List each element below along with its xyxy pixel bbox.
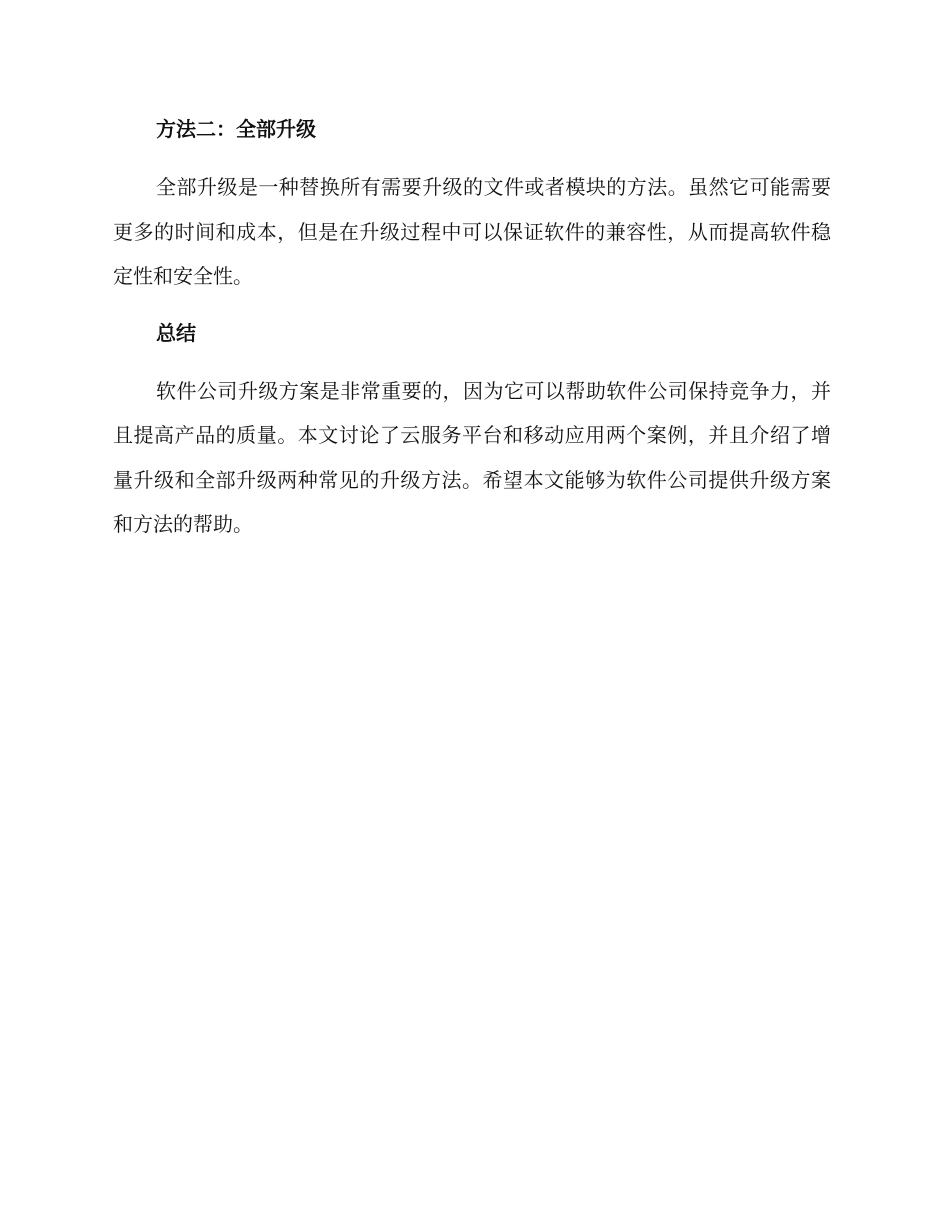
section-paragraph-method-two: 全部升级是一种替换所有需要升级的文件或者模块的方法。虽然它可能需要更多的时间和成本，但是在升级过程中可以保证软件的兼容性，从而提高软件稳定性和安全性。 <box>113 175 831 288</box>
document-body <box>113 113 831 565</box>
section-heading-summary: 总结 <box>156 320 196 345</box>
section-heading-method-two: 方法二：全部升级 <box>156 117 316 141</box>
section-paragraph-summary: 软件公司升级方案是非常重要的，因为它可以帮助软件公司保持竞争力，并且提高产品的质量。本文讨论了云服务平台和移动应用两个案例，并且介绍了增量升级和全部升级两种常见的升级方法。希望本文能够为软件公司提供升级方案和方法的帮助。 <box>113 378 831 536</box>
